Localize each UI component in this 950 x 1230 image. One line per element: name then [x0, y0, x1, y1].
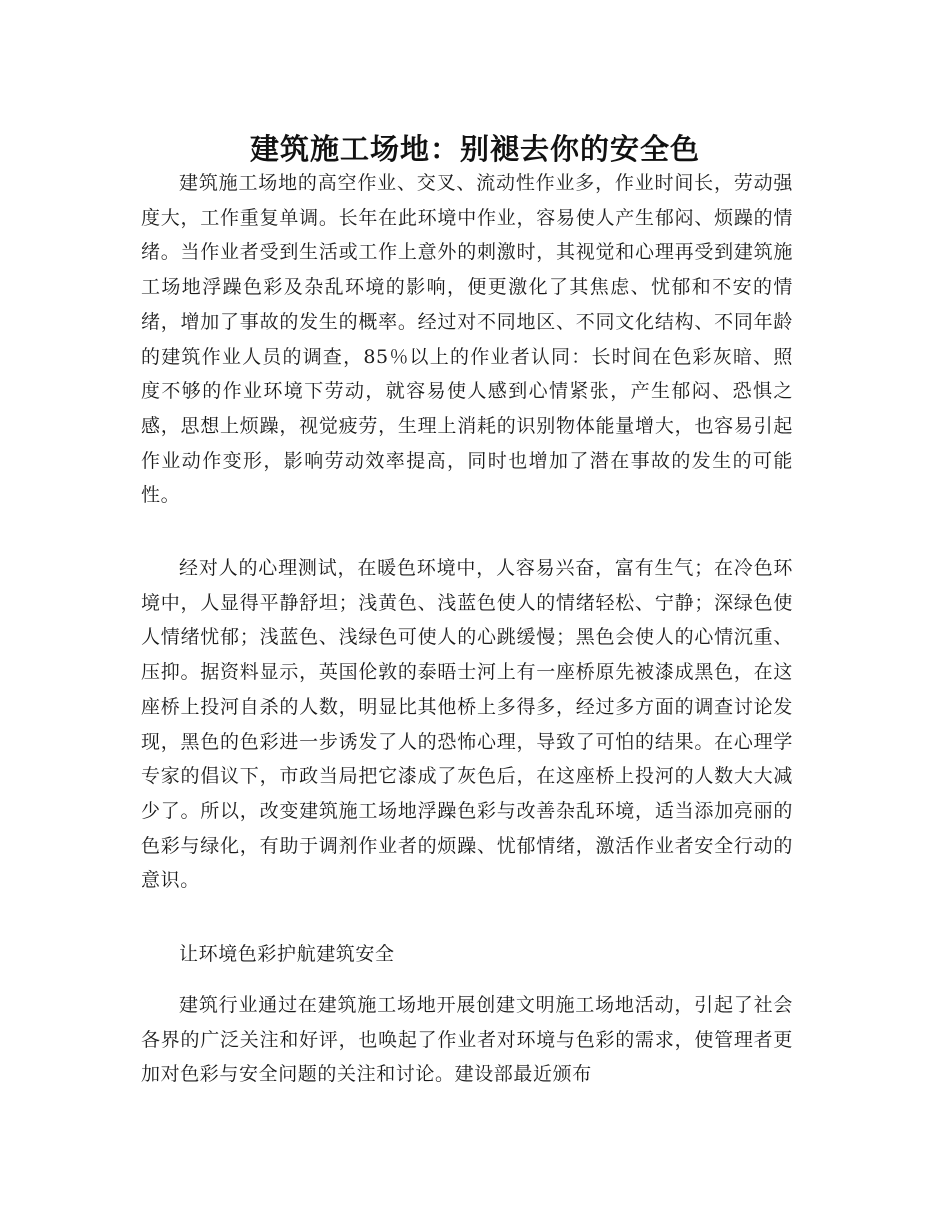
- paragraph-industry: 建筑行业通过在建筑施工场地开展创建文明施工场地活动，引起了社会各界的广泛关注和好评，也唤起了作业者对环境与色彩的需求，使管理者更加对色彩与安全问题的关注和讨论。建设部最近颁布: [141, 994, 793, 1086]
- document-title: 建筑施工场地：别褪去你的安全色: [249, 132, 700, 167]
- paragraph-intro: 建筑施工场地的高空作业、交叉、流动性作业多，作业时间长，劳动强度大，工作重复单调。长年在此环境中作业，容易使人产生郁闷、烦躁的情绪。当作业者受到生活或工作上意外的刺激时，其视觉和心理再受到建筑施工场地浮躁色彩及杂乱环境的影响，便更激化了其焦虑、忧郁和不安的情绪，增加了事故的发生的概率。经过对不同地区、不同文化结构、不同年龄的建筑作业人员的调查，85％以上的作业者认同：长时间在色彩灰暗、照度不够的作业环境下劳动，就容易使人感到心情紧张，产生郁闷、恐惧之感，思想上烦躁，视觉疲劳，生理上消耗的识别物体能量增大，也容易引起作业动作变形，影响劳动效率提高，同时也增加了潜在事故的发生的可能性。: [141, 172, 793, 507]
- paragraph-psychology: 经对人的心理测试，在暖色环境中，人容易兴奋，富有生气；在冷色环境中，人显得平静舒坦；浅黄色、浅蓝色使人的情绪轻松、宁静；深绿色使人情绪忧郁；浅蓝色、浅绿色可使人的心跳缓慢；黑色会使人的心情沉重、压抑。据资料显示，英国伦敦的泰晤士河上有一座桥原先被漆成黑色，在这座桥上投河自杀的人数，明显比其他桥上多得多，经过多方面的调查讨论发现，黑色的色彩进一步诱发了人的恐怖心理，导致了可怕的结果。在心理学专家的倡议下，市政当局把它漆成了灰色后，在这座桥上投河的人数大大减少了。所以，改变建筑施工场地浮躁色彩与改善杂乱环境，适当添加亮丽的色彩与绿化，有助于调剂作业者的烦躁、忧郁情绪，激活作业者安全行动的意识。: [141, 557, 793, 892]
- section-heading: 让环境色彩护航建筑安全: [179, 943, 395, 965]
